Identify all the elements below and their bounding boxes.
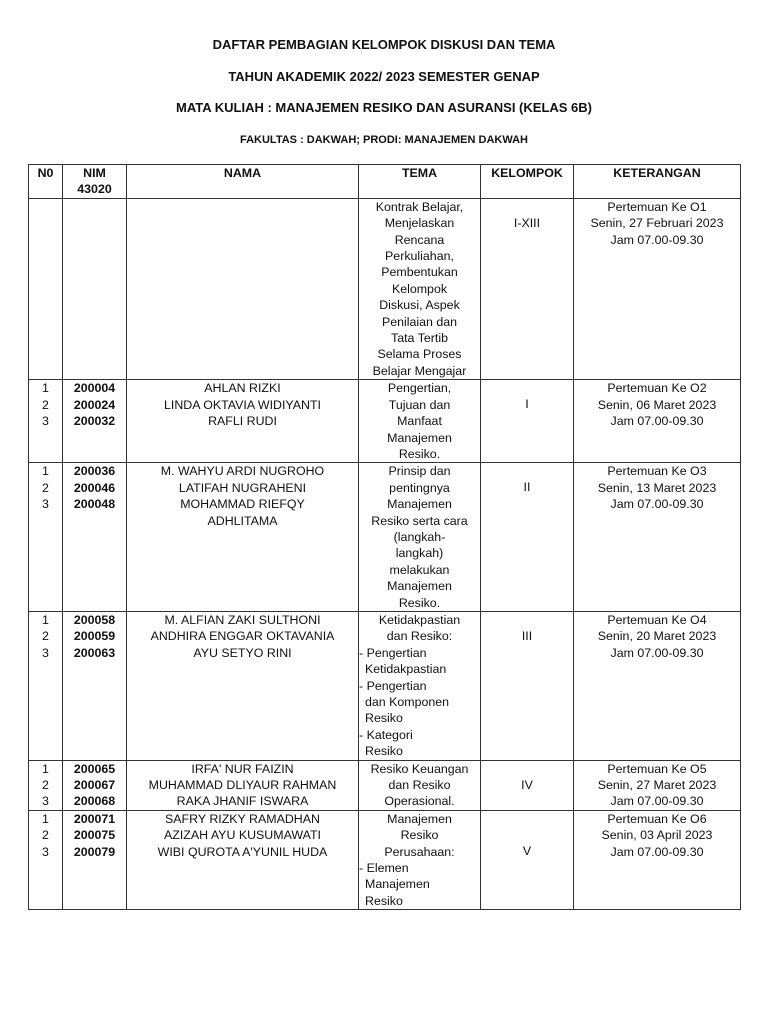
theme-heading <box>359 612 480 645</box>
row-number: 2 <box>42 828 49 843</box>
theme-line: langkah) <box>395 546 444 561</box>
theme-line: dan Resiko: <box>386 629 453 644</box>
theme-list-item: - Pengertian <box>359 678 427 693</box>
cell-nim <box>63 463 127 612</box>
col-header-tema: TEMA <box>359 165 481 199</box>
theme-list-item: - Elemen <box>359 861 409 876</box>
theme-line: (langkah- <box>393 529 446 544</box>
meeting-info-line: Pertemuan Ke O2 <box>607 381 707 396</box>
theme-text <box>359 380 480 462</box>
cell-no <box>29 810 63 909</box>
theme-line: Kelompok <box>391 281 448 296</box>
meeting-info-line: Jam 07.00-09.30 <box>610 844 704 859</box>
theme-line: Perkuliahan, <box>385 249 454 264</box>
meeting-info-line: Pertemuan Ke O5 <box>607 761 707 776</box>
theme-list-item: Manajemen <box>365 877 430 892</box>
group-table <box>28 164 741 910</box>
theme-line: Ketidakpastian <box>378 612 461 627</box>
cell-nama <box>127 810 359 909</box>
cell-nama <box>127 198 359 379</box>
cell-nama <box>127 463 359 612</box>
theme-list <box>359 860 480 909</box>
student-name: LINDA OKTAVIA WIDIYANTI <box>164 397 321 412</box>
cell-keterangan <box>574 380 741 463</box>
document-title: DAFTAR PEMBAGIAN KELOMPOK DISKUSI DAN TEMA <box>212 37 556 52</box>
student-nim: 200058 <box>73 612 116 627</box>
student-name: RAKA JHANIF ISWARA <box>176 794 309 809</box>
theme-line: Operasional. <box>384 794 455 809</box>
academic-year: TAHUN AKADEMIK 2022/ 2023 SEMESTER GENAP <box>228 69 540 84</box>
row-number: 3 <box>42 414 49 429</box>
student-name: RAFLI RUDI <box>208 414 277 429</box>
theme-list-item: - Kategori <box>359 727 413 742</box>
cell-kelompok <box>481 611 574 760</box>
row-number: 1 <box>42 811 49 826</box>
theme-text <box>359 761 480 810</box>
cell-no <box>29 463 63 612</box>
theme-line: Tata Tertib <box>391 331 448 346</box>
theme-line: Resiko <box>400 828 439 843</box>
cell-keterangan <box>574 198 741 379</box>
student-name: SAFRY RIZKY RAMADHAN <box>165 811 320 826</box>
theme-text <box>359 199 480 379</box>
cell-kelompok <box>481 810 574 909</box>
cell-no <box>29 760 63 810</box>
table-row <box>29 611 741 760</box>
theme-line: Rencana <box>394 232 445 247</box>
cell-nama <box>127 611 359 760</box>
cell-keterangan <box>574 611 741 760</box>
cell-nim <box>63 611 127 760</box>
theme-heading <box>359 811 480 860</box>
meeting-info-line: Pertemuan Ke O6 <box>607 811 707 826</box>
row-number: 3 <box>42 645 49 660</box>
meeting-info-line: Pertemuan Ke O3 <box>607 464 707 479</box>
cell-nama <box>127 760 359 810</box>
theme-line: Manajemen <box>387 497 452 512</box>
meeting-info-line: Jam 07.00-09.30 <box>610 232 704 247</box>
theme-line: Resiko. <box>398 446 441 461</box>
row-number: 1 <box>42 761 49 776</box>
theme-list-item: Resiko <box>365 893 403 908</box>
student-nim: 200032 <box>73 414 116 429</box>
student-name: AZIZAH AYU KUSUMAWATI <box>164 828 321 843</box>
theme-line: Diskusi, Aspek <box>379 298 460 313</box>
student-nim: 200071 <box>73 811 116 826</box>
group-number: II <box>523 480 531 495</box>
cell-keterangan <box>574 810 741 909</box>
theme-line: dan Resiko <box>388 778 451 793</box>
theme-line: melakukan <box>389 562 450 577</box>
cell-nim <box>63 810 127 909</box>
student-nim: 200065 <box>73 761 116 776</box>
row-number: 3 <box>42 844 49 859</box>
table-header-row <box>29 165 741 199</box>
theme-text <box>359 463 480 611</box>
theme-line: Pembentukan <box>381 265 458 280</box>
theme-list <box>359 645 480 760</box>
theme-line: Menjelaskan <box>384 216 455 231</box>
row-number: 3 <box>42 794 49 809</box>
theme-line: Resiko serta cara <box>371 513 468 528</box>
student-nim: 200004 <box>73 381 116 396</box>
student-nim: 200024 <box>73 397 116 412</box>
student-name: LATIFAH NUGRAHENI <box>178 480 307 495</box>
student-nim: 200075 <box>73 828 116 843</box>
cell-nim <box>63 380 127 463</box>
student-name: ANDHIRA ENGGAR OKTAVANIA <box>150 629 335 644</box>
meeting-info-line: Jam 07.00-09.30 <box>610 497 704 512</box>
row-number: 2 <box>42 480 49 495</box>
cell-kelompok <box>481 380 574 463</box>
theme-line: Resiko Keuangan <box>370 761 469 776</box>
row-number: 2 <box>42 629 49 644</box>
group-number: IV <box>521 777 533 792</box>
theme-list-item: - Pengertian <box>359 645 427 660</box>
student-name: M. WAHYU ARDI NUGROHO <box>160 464 325 479</box>
theme-line: Belajar Mengajar <box>372 363 467 378</box>
student-nim: 200059 <box>73 629 116 644</box>
col-header-nama: NAMA <box>127 165 359 199</box>
col-header-nim-label: NIM <box>83 166 106 180</box>
theme-line: Pengertian, <box>387 381 452 396</box>
meeting-info-line: Senin, 06 Maret 2023 <box>597 397 717 412</box>
theme-line: Prinsip dan <box>388 464 451 479</box>
student-name: MUHAMMAD DLIYAUR RAHMAN <box>148 778 337 793</box>
meeting-info-line: Jam 07.00-09.30 <box>610 414 704 429</box>
student-nim: 200036 <box>73 464 116 479</box>
student-name: MOHAMMAD RIEFQY <box>180 497 305 512</box>
student-name: M. ALFIAN ZAKI SULTHONI <box>164 612 321 627</box>
student-nim: 200063 <box>73 645 116 660</box>
cell-tema <box>359 198 481 379</box>
theme-line: Manfaat <box>397 414 442 429</box>
cell-nim <box>63 198 127 379</box>
student-nim: 200067 <box>73 778 116 793</box>
theme-line: Manajemen <box>387 811 452 826</box>
row-number: 2 <box>42 397 49 412</box>
table-row <box>29 760 741 810</box>
student-nim: 200079 <box>73 844 116 859</box>
theme-line: Kontrak Belajar, <box>375 199 464 214</box>
cell-tema <box>359 760 481 810</box>
meeting-info-line: Senin, 27 Maret 2023 <box>597 778 717 793</box>
col-header-kelompok: KELOMPOK <box>481 165 574 199</box>
col-header-no: N0 <box>29 165 63 199</box>
student-nim: 200046 <box>73 480 116 495</box>
theme-line: Manajemen <box>387 430 452 445</box>
col-header-nim <box>63 165 127 199</box>
theme-list-item: Ketidakpastian <box>365 662 447 677</box>
student-nim: 200068 <box>73 794 116 809</box>
cell-tema <box>359 810 481 909</box>
row-number: 3 <box>42 497 49 512</box>
meeting-info-line: Senin, 27 Februari 2023 <box>590 216 724 231</box>
meeting-info-line: Jam 07.00-09.30 <box>610 645 704 660</box>
student-name: IRFA' NUR FAIZIN <box>191 761 294 776</box>
table-row <box>29 198 741 379</box>
table-row <box>29 463 741 612</box>
col-header-nim-prefix: 43020 <box>77 182 112 197</box>
cell-kelompok <box>481 760 574 810</box>
cell-tema <box>359 463 481 612</box>
cell-no <box>29 380 63 463</box>
cell-nama <box>127 380 359 463</box>
theme-line: pentingnya <box>389 480 450 495</box>
cell-tema <box>359 380 481 463</box>
group-number: III <box>521 628 533 643</box>
cell-kelompok <box>481 463 574 612</box>
cell-nim <box>63 760 127 810</box>
faculty-line: FAKULTAS : DAKWAH; PRODI: MANAJEMEN DAKWAH <box>239 134 529 146</box>
student-nim: 200048 <box>73 497 116 512</box>
theme-line: Tujuan dan <box>388 397 451 412</box>
meeting-info-line: Jam 07.00-09.30 <box>610 794 704 809</box>
theme-line: Penilaian dan <box>381 314 458 329</box>
theme-list-item: Resiko <box>365 711 403 726</box>
cell-no <box>29 198 63 379</box>
cell-keterangan <box>574 760 741 810</box>
row-number: 1 <box>42 612 49 627</box>
row-number: 1 <box>42 381 49 396</box>
meeting-info-line: Senin, 03 April 2023 <box>601 828 713 843</box>
theme-line: Selama Proses <box>377 347 462 362</box>
meeting-info-line: Pertemuan Ke O1 <box>607 199 707 214</box>
course-name: MATA KULIAH : MANAJEMEN RESIKO DAN ASURANSI (KELAS 6B) <box>176 100 592 115</box>
meeting-info-line: Senin, 20 Maret 2023 <box>597 629 717 644</box>
row-number: 1 <box>42 464 49 479</box>
theme-line: Manajemen <box>387 579 452 594</box>
student-name: WIBI QUROTA A'YUNIL HUDA <box>157 844 328 859</box>
cell-kelompok <box>481 198 574 379</box>
student-name: AYU SETYO RINI <box>193 645 292 660</box>
theme-line: Perusahaan: <box>384 844 455 859</box>
meeting-info-line: Senin, 13 Maret 2023 <box>597 480 717 495</box>
theme-list-item: dan Komponen <box>365 695 450 709</box>
col-header-keterangan: KETERANGAN <box>574 165 741 199</box>
table-row <box>29 380 741 463</box>
cell-keterangan <box>574 463 741 612</box>
theme-list-item: Resiko <box>365 744 403 759</box>
student-name: AHLAN RIZKI <box>204 381 281 396</box>
cell-tema <box>359 611 481 760</box>
group-number: I <box>525 397 529 412</box>
group-number: V <box>522 843 532 858</box>
group-number: I-XIII <box>513 215 541 230</box>
meeting-info-line: Pertemuan Ke O4 <box>607 612 707 627</box>
theme-line: Resiko. <box>398 595 441 610</box>
cell-no <box>29 611 63 760</box>
row-number: 2 <box>42 778 49 793</box>
student-name: ADHLITAMA <box>207 513 278 528</box>
table-row <box>29 810 741 909</box>
